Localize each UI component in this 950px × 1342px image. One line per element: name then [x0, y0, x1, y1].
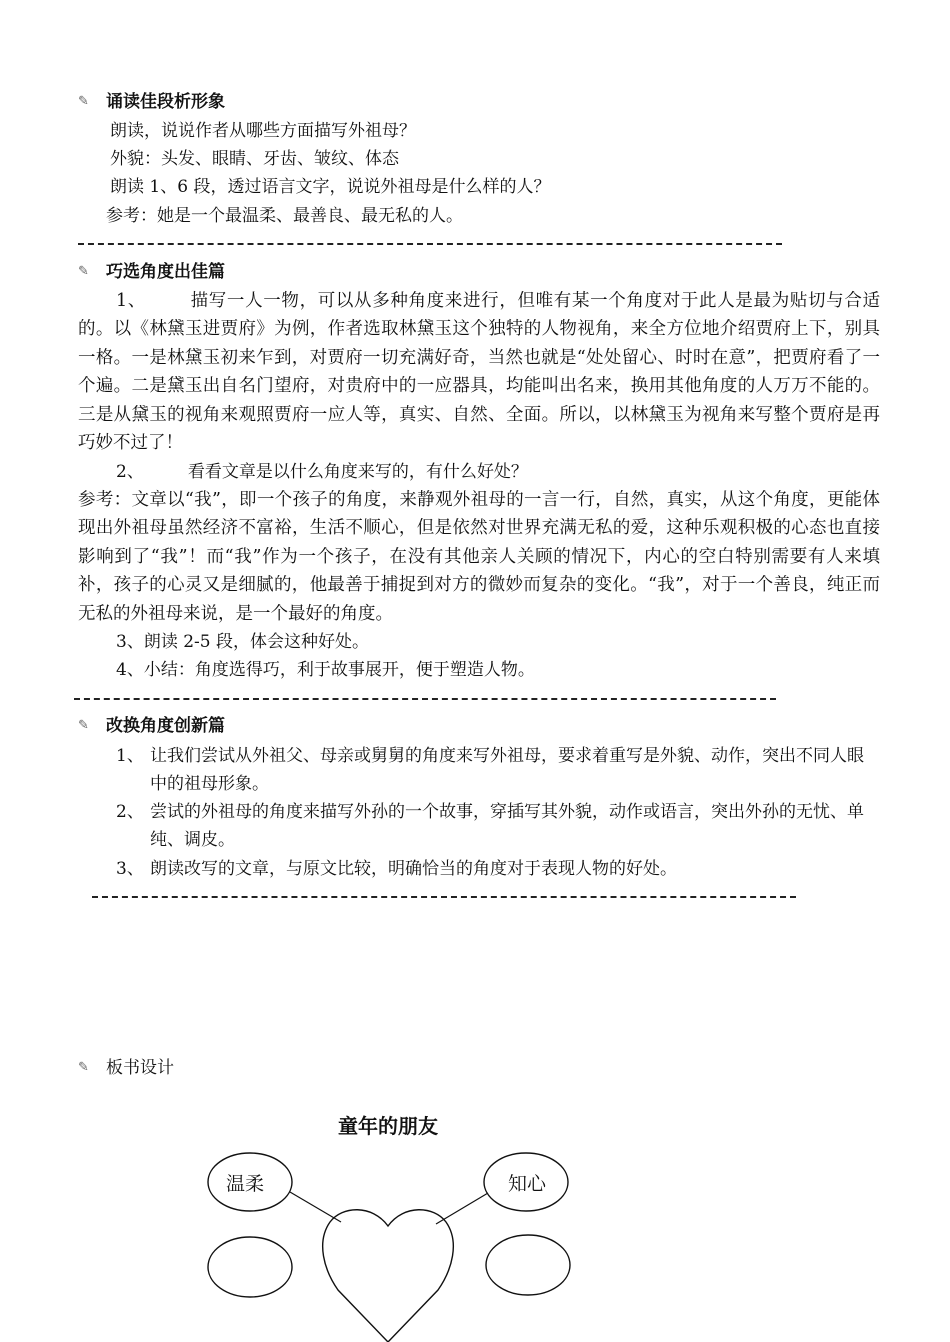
- pencil-bullet-icon: ✎: [78, 264, 89, 279]
- answer-text: 参考：她是一个最温柔、最善良、最无私的人。: [106, 206, 463, 226]
- question-text: 朗读 1、6 段，透过语言文字，说说外祖母是什么样的人？: [110, 177, 551, 197]
- board-title: 童年的朋友: [338, 1114, 438, 1138]
- answer-text: 外貌：头发、眼睛、牙齿、皱纹、体态: [110, 149, 399, 169]
- ellipse-bottom-right: [486, 1235, 570, 1295]
- item-text: 尝试的外祖母的角度来描写外孙的一个故事，穿插写其外貌，动作或语言，突出外孙的无忧、单纯、调皮。: [150, 802, 864, 850]
- item-number: 1、: [116, 291, 146, 311]
- item-number: 3、: [116, 859, 144, 879]
- board-heading: 板书设计: [106, 1058, 174, 1078]
- pencil-bullet-icon: ✎: [78, 1060, 89, 1075]
- item-number: 1、: [116, 746, 144, 766]
- ellipse-label-right: 知心: [508, 1173, 547, 1195]
- pencil-bullet-icon: ✎: [78, 718, 89, 733]
- paragraph-item-3: 3、朗读 2-5 段，体会这种好处。: [116, 632, 369, 652]
- reference-paragraph: 参考：文章以“我”，即一个孩子的角度，来静观外祖母的一言一行，自然，真实，从这个角度，更能体现出外祖母虽然经济不富裕，生活不顺心，但是依然对世界充满无私的爱，这种乐观积极的心态也直接影响到了“我”！而“我”作为一个孩子，在没有其他亲人关顾的情况下，内心的空白特别需要有人来填补，孩子的心灵又是细腻的，他最善于捕捉到对方的微妙而复杂的变化。“我”，对于一个善良，纯正而无私的外祖母来说，是一个最好的角度。: [78, 490, 880, 624]
- item-text: 看看文章是以什么角度来写的，有什么好处？: [187, 462, 528, 482]
- item-number: 2、: [116, 462, 144, 482]
- item-text: 描写一人一物，可以从多种角度来进行，但唯有某一个角度对于此人是最为贴切与合适的。以《林黛玉进贾府》为例，作者选取林黛玉这个独特的人物视角，来全方位地介绍贾府上下，别具一格。一是林黛玉初来乍到，对贾府一切充满好奇，当然也就是“处处留心、时时在意”，把贾府看了一个遍。二是黛玉出自名门望府，对贵府中的一应器具，均能叫出名来，换用其他角度的人万万不能的。三是从黛玉的视角来观照贾府一应人等，真实、自然、全面。所以，以林黛玉为视角来写整个贾府是再巧妙不过了！: [78, 291, 880, 454]
- pencil-bullet-icon: ✎: [78, 94, 89, 109]
- question-text: 朗读，说说作者从哪些方面描写外祖母？: [110, 121, 416, 141]
- section-heading-rewrite: 改换角度创新篇: [106, 716, 225, 736]
- paragraph-item-4: 4、小结：角度选得巧，利于故事展开，便于塑造人物。: [116, 660, 535, 680]
- item-number: 2、: [116, 802, 144, 822]
- item-text: 让我们尝试从外祖父、母亲或舅舅的角度来写外祖母，要求着重写是外貌、动作，突出不同人眼中的祖母形象。: [150, 746, 864, 794]
- heart-shape: [323, 1210, 454, 1342]
- ellipse-label-left: 温柔: [226, 1173, 265, 1195]
- ellipse-bottom-left: [208, 1237, 292, 1297]
- section-heading-reading: 诵读佳段析形象: [106, 92, 225, 112]
- item-text: 朗读改写的文章，与原文比较，明确恰当的角度对于表现人物的好处。: [150, 859, 677, 879]
- section-heading-angle: 巧选角度出佳篇: [106, 262, 225, 282]
